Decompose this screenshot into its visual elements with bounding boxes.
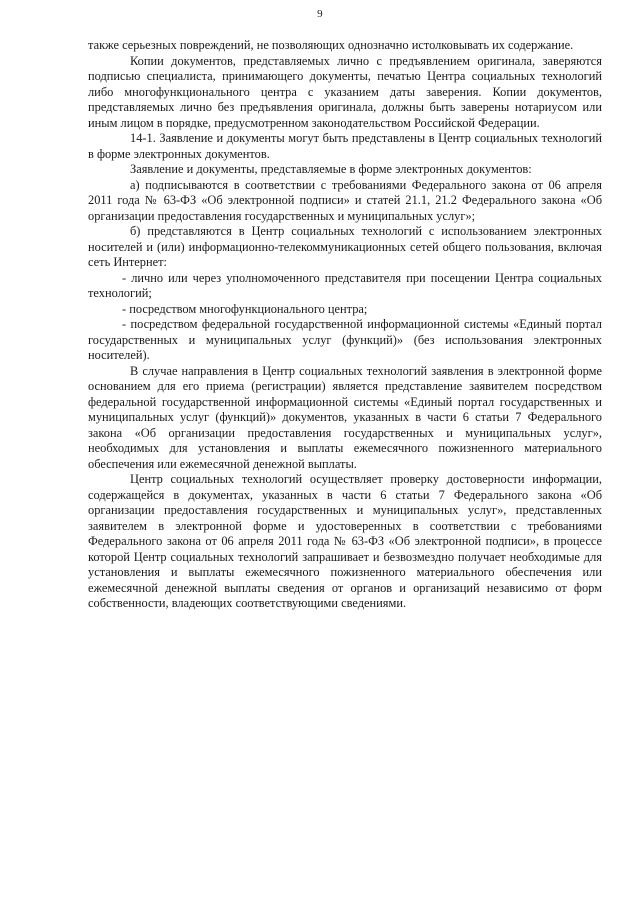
page-number: 9 [317, 8, 323, 20]
paragraph-electronic-application: В случае направления в Центр социальных технологий заявления в электронной форме основанием для его приема (регистрации) является представление заявителем посредством федеральной государственной информационной системы «Единый портал государственных и муниципальных услуг (функций)» документов, указанных в части 6 статьи 7 Федерального закона «Об организации предоставления государственных и муниципальных услуг», необходимых для установления и выплаты ежемесячного пожизненного материального обеспечения или ежемесячной денежной выплаты. [88, 363, 602, 471]
paragraph-continuation: также серьезных повреждений, не позволяющих однозначно истолковывать их содержание. [88, 38, 574, 52]
list-item-b: б) представляются в Центр социальных технологий с использованием электронных носителей и (или) информационно-телекоммуникационных сетей общего пользования, включая сеть Интернет: [88, 224, 602, 269]
paragraph-14-1: 14-1. Заявление и документы могут быть представлены в Центр социальных технологий в форме электронных документов. [88, 131, 602, 161]
paragraph-electronic-documents-intro: Заявление и документы, представляемые в форме электронных документов: [130, 162, 532, 176]
list-item-a: а) подписываются в соответствии с требованиями Федерального закона от 06 апреля 2011 года № 63-ФЗ «Об электронной подписи» и статей 21.1, 21.2 Федерального закона «Об организации предоставления государственных и муниципальных услуг»; [88, 177, 602, 223]
list-subitem-portal: - посредством федеральной государственной информационной системы «Единый портал государственных и муниципальных услуг (функций)» (без использования электронных носителей). [88, 317, 602, 362]
document-body [88, 38, 602, 612]
list-subitem-mfc: - посредством многофункционального центра; [122, 301, 368, 316]
paragraph-verification: Центр социальных технологий осуществляет проверку достоверности информации, содержащейся в документах, указанных в части 6 статьи 7 Федерального закона «Об организации предоставления государственных и муниципальных услуг», представленных заявителем в электронной форме и удостоверенных в соответствии с требованиями Федерального закона от 06 апреля 2011 года № 63-ФЗ «Об электронной подписи», в процессе которой Центр социальных технологий запрашивает и безвозмездно получает необходимые для установления и выплаты ежемесячного пожизненного материального обеспечения или ежемесячной денежной выплаты сведения от органов и организаций независимо от форм собственности, владеющих соответствующими сведениями. [88, 472, 602, 610]
list-subitem-personally: - лично или через уполномоченного представителя при посещении Центра социальных технологий; [88, 270, 602, 300]
paragraph-copies-certification: Копии документов, представляемых лично с предъявлением оригинала, заверяются подписью специалиста, принимающего документы, печатью Центра социальных технологий либо многофункционального центра с указанием даты заверения. Копии документов, представляемых лично без предъявления оригинала, должны быть заверены нотариусом или иным лицом в порядке, предусмотренном законодательством Российской Федерации. [88, 53, 602, 130]
